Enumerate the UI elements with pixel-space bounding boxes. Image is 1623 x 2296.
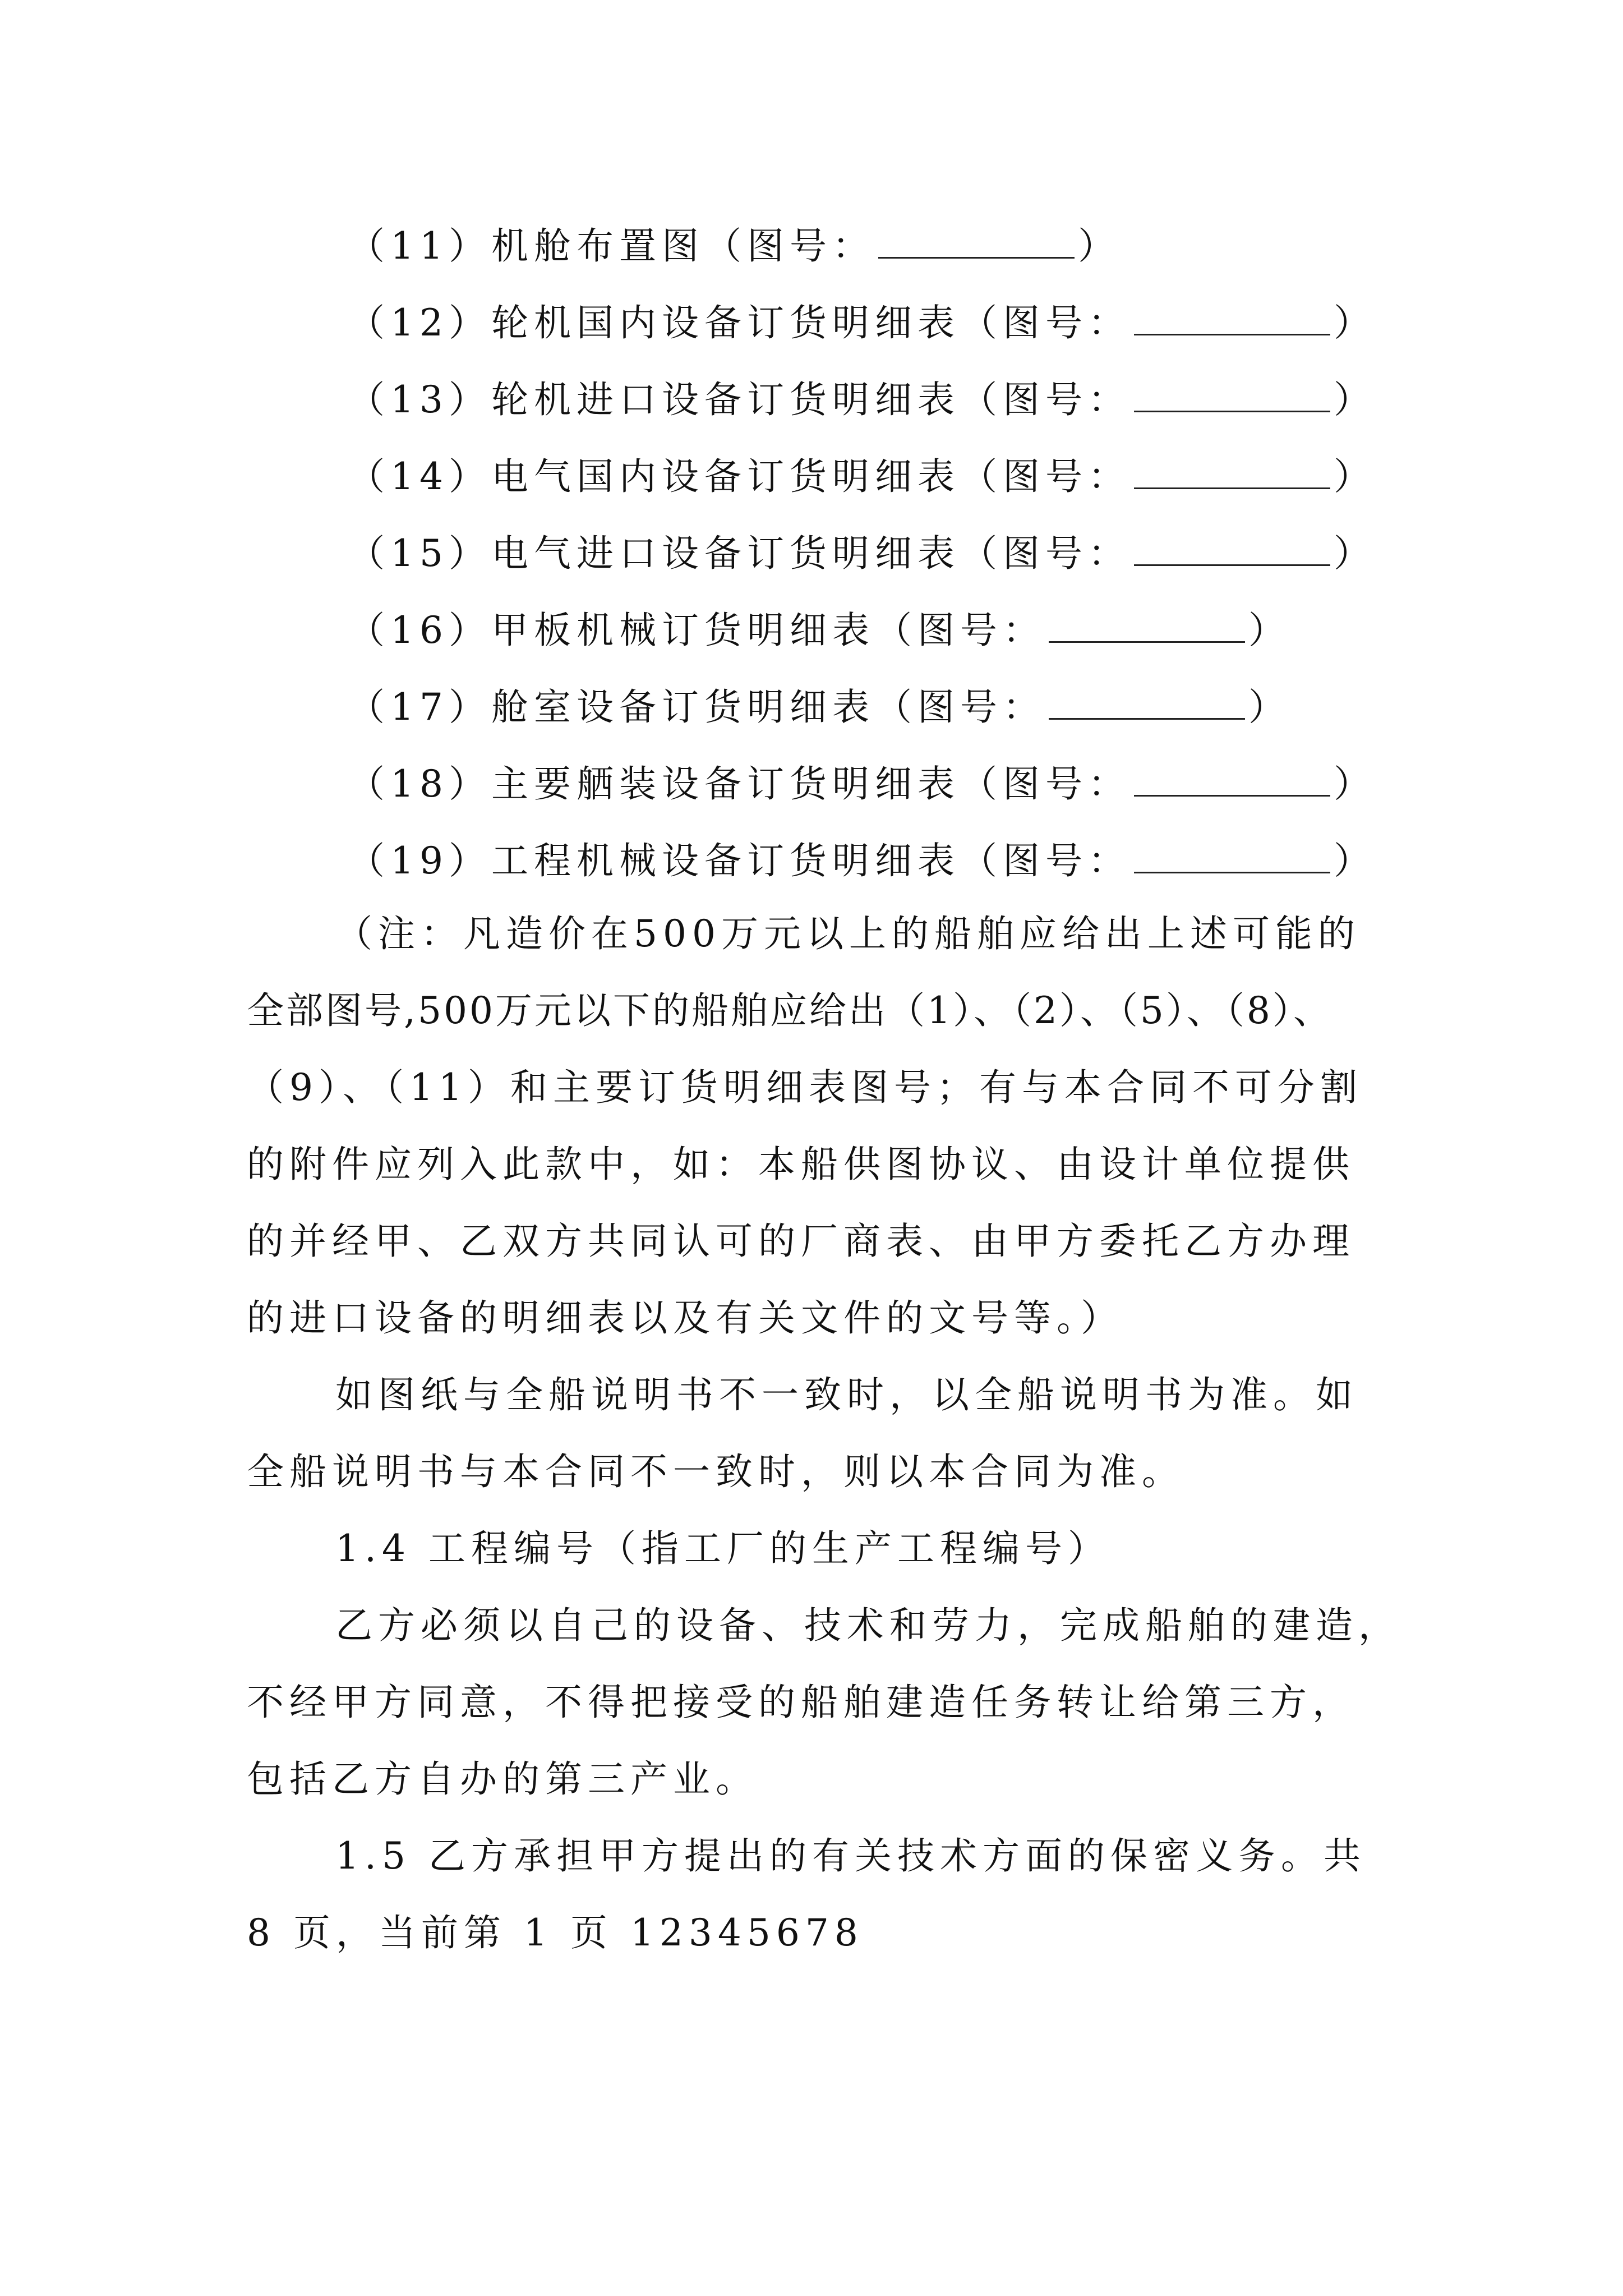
item-close: ） xyxy=(1333,839,1376,882)
figure-number-blank xyxy=(1134,527,1330,566)
note-line: （9）、（11）和主要订货明细表图号；有与本合同不可分割 xyxy=(247,1066,1363,1109)
paragraph-line: 乙方必须以自己的设备、技术和劳力，完成船舶的建造， xyxy=(335,1604,1401,1647)
note-line: （注：凡造价在500万元以上的船舶应给出上述可能的 xyxy=(335,912,1361,955)
paragraph-line: 不经甲方同意，不得把接受的船舶建造任务转让给第三方， xyxy=(247,1681,1355,1724)
item-text: （11）机舱布置图（图号： xyxy=(348,224,875,268)
figure-number-blank xyxy=(878,220,1075,259)
figure-number-blank xyxy=(1134,374,1330,412)
item-close: ） xyxy=(1333,455,1376,498)
item-close: ） xyxy=(1077,224,1121,268)
list-item xyxy=(348,374,1376,422)
item-close: ） xyxy=(1333,301,1376,344)
list-item xyxy=(348,450,1376,499)
section-heading: 1.4 工程编号（指工厂的生产工程编号） xyxy=(335,1527,1110,1570)
figure-number-blank xyxy=(1049,604,1245,643)
list-item xyxy=(348,220,1121,269)
note-line: 的并经甲、乙双方共同认可的厂商表、由甲方委托乙方办理 xyxy=(247,1220,1355,1263)
item-text: （16）甲板机械订货明细表（图号： xyxy=(348,609,1045,652)
item-close: ） xyxy=(1333,532,1376,575)
list-item xyxy=(348,604,1291,653)
item-text: （12）轮机国内设备订货明细表（图号： xyxy=(348,301,1131,344)
paragraph-line: 全船说明书与本合同不一致时，则以本合同为准。 xyxy=(247,1450,1184,1493)
figure-number-blank xyxy=(1049,681,1245,720)
figure-number-blank xyxy=(1134,450,1330,489)
item-text: （14）电气国内设备订货明细表（图号： xyxy=(348,455,1131,498)
list-item xyxy=(348,297,1376,346)
note-line: 的进口设备的明细表以及有关文件的文号等。） xyxy=(247,1296,1123,1340)
item-close: ） xyxy=(1248,609,1291,652)
list-item xyxy=(348,835,1376,884)
paragraph-line: 包括乙方自办的第三产业。 xyxy=(247,1757,758,1801)
item-text: （17）舱室设备订货明细表（图号： xyxy=(348,685,1045,729)
item-text: （15）电气进口设备订货明细表（图号： xyxy=(348,532,1131,575)
item-close: ） xyxy=(1333,762,1376,806)
list-item xyxy=(348,527,1376,576)
item-text: （13）轮机进口设备订货明细表（图号： xyxy=(348,378,1131,421)
figure-number-blank xyxy=(1134,297,1330,335)
note-line: 全部图号,500万元以下的船舶应给出（1）、（2）、（5）、（8）、 xyxy=(247,989,1332,1032)
figure-number-blank xyxy=(1134,758,1330,797)
note-line: 的附件应列入此款中，如：本船供图协议、由设计单位提供 xyxy=(247,1143,1355,1186)
list-item xyxy=(348,681,1291,730)
item-text: （18）主要舾装设备订货明细表（图号： xyxy=(348,762,1131,806)
list-item xyxy=(348,758,1376,807)
paragraph-line: 1.5 乙方承担甲方提出的有关技术方面的保密义务。共 xyxy=(335,1834,1366,1878)
item-close: ） xyxy=(1248,685,1291,729)
item-text: （19）工程机械设备订货明细表（图号： xyxy=(348,839,1131,882)
figure-number-blank xyxy=(1134,835,1330,873)
paragraph-line: 如图纸与全船说明书不一致时，以全船说明书为准。如 xyxy=(335,1373,1358,1416)
item-close: ） xyxy=(1333,378,1376,421)
page-footer-line: 8 页，当前第 1 页 12345678 xyxy=(247,1911,864,1954)
